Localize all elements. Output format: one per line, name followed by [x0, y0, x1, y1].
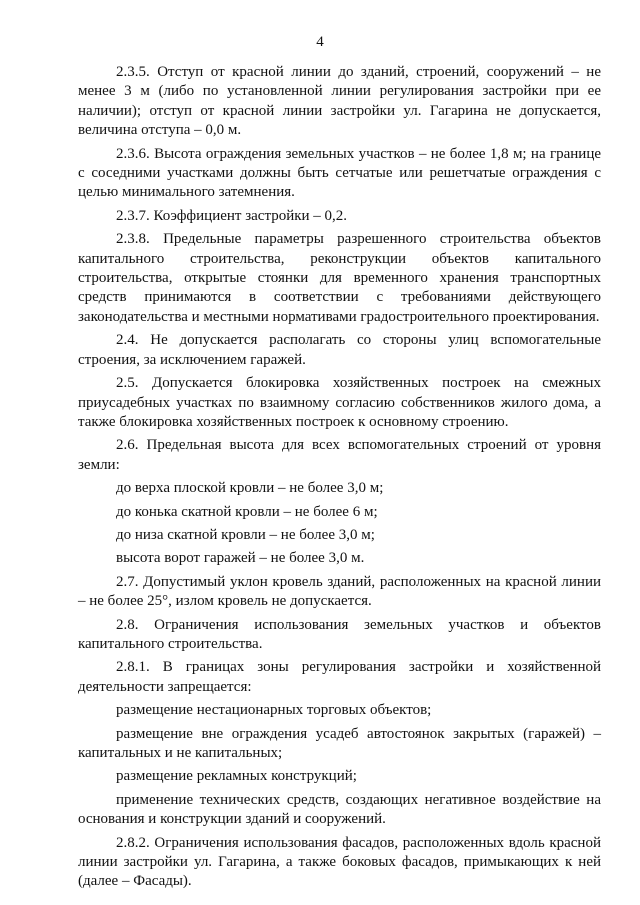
paragraph-2-3-7: 2.3.7. Коэффициент застройки – 0,2. [116, 207, 348, 224]
list-item-garage-gate: высота ворот гаражей – не более 3,0 м. [116, 550, 365, 567]
paragraph-2-3-6: 2.3.6. Высота ограждения земельных участков – не более 1,8 м; на границе с соседними участками должны быть сетчатые или решетчатые ограждения с целью минимального затемнения. [78, 145, 601, 201]
paragraph-2-4: 2.4. Не допускается располагать со стороны улиц вспомогательные строения, за исключением гаражей. [78, 332, 601, 368]
paragraph-2-3-8: 2.3.8. Предельные параметры разрешенного строительства объектов капитального строительства, реконструкции объектов капитального строительства, открытые стоянки для временного хранения транспортных средств принимаются в соответствии с требованиями действующего законодательства и местными нормативами градостроительного проектирования. [78, 231, 601, 325]
list-item-garages: размещение вне ограждения усадеб автостоянок закрытых (гаражей) – капитальных и не капитальных; [78, 725, 601, 761]
document-body [78, 63, 601, 892]
page-number: 4 [316, 34, 324, 50]
paragraph-2-8-2: 2.8.2. Ограничения использования фасадов, расположенных вдоль красной линии застройки ул. Гагарина, а также боковых фасадов, примыкающих к ней (далее – Фасады). [78, 834, 601, 890]
paragraph-2-5: 2.5. Допускается блокировка хозяйственных построек на смежных приусадебных участках по взаимному согласию собственников жилого дома, а также блокировка хозяйственных построек к основному строению. [78, 375, 601, 430]
list-item-roof-bottom: до низа скатной кровли – не более 3,0 м; [116, 526, 375, 543]
list-item-ridge-roof: до конька скатной кровли – не более 6 м; [116, 503, 378, 520]
paragraph-2-6: 2.6. Предельная высота для всех вспомогательных строений от уровня земли: [78, 437, 601, 473]
list-item-technical-means: применение технических средств, создающих негативное воздействие на основания и конструкции зданий и сооружений. [78, 791, 601, 828]
list-item-advertising: размещение рекламных конструкций; [116, 768, 357, 785]
paragraph-2-8: 2.8. Ограничения использования земельных участков и объектов капитального строительства. [78, 616, 601, 652]
list-item-kiosks: размещение нестационарных торговых объектов; [116, 702, 432, 719]
paragraph-2-3-5: 2.3.5. Отступ от красной линии до зданий, строений, сооружений – не менее 3 м (либо по установленной линии регулирования застройки при ее наличии); отступ от красной линии застройки ул. Гагарина не допускается, величина отступа – 0,0 м. [78, 64, 601, 139]
list-item-flat-roof: до верха плоской кровли – не более 3,0 м; [116, 480, 384, 497]
paragraph-2-7: 2.7. Допустимый уклон кровель зданий, расположенных на красной линии – не более 25°, излом кровель не допускается. [78, 573, 601, 610]
paragraph-2-8-1: 2.8.1. В границах зоны регулирования застройки и хозяйственной деятельности запрещается: [78, 659, 601, 695]
